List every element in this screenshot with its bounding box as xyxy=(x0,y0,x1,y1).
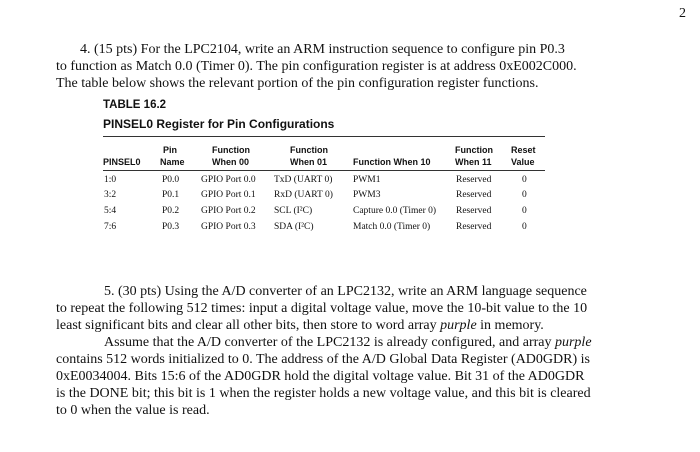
cell-f01: RxD (UART 0) xyxy=(274,190,333,200)
cell-reset: 0 xyxy=(522,206,527,216)
table-top-rule xyxy=(103,136,545,137)
q4-line-1: 4. (15 pts) For the LPC2104, write an ARM instruction sequence to configure pin P0.3 xyxy=(80,42,565,57)
cell-pin: P0.3 xyxy=(162,222,180,232)
cell-f00: GPIO Port 0.2 xyxy=(201,206,256,216)
header-pin-top: Pin xyxy=(163,145,178,155)
cell-f00: GPIO Port 0.3 xyxy=(201,222,256,232)
q4-line-3: The table below shows the relevant portion of the pin configuration register functions. xyxy=(56,76,539,91)
q5-para2-line-2: contains 512 words initialized to 0. The address of the A/D Global Data Register (AD0GDR) is xyxy=(56,352,590,367)
cell-reset: 0 xyxy=(522,190,527,200)
cell-pinsel: 5:4 xyxy=(104,206,117,216)
cell-f10: Capture 0.0 (Timer 0) xyxy=(353,206,437,216)
cell-f10: PWM3 xyxy=(353,190,381,200)
q5-para2-line-5: to 0 when the value is read. xyxy=(56,403,210,418)
cell-pin: P0.2 xyxy=(162,206,180,216)
cell-f01: TxD (UART 0) xyxy=(274,175,333,185)
page-number: 2 xyxy=(679,6,686,21)
header-f01-top: Function xyxy=(290,145,328,155)
cell-f00: GPIO Port 0.1 xyxy=(201,190,256,200)
q5-para2-line-3: 0xE0034004. Bits 15:6 of the AD0GDR hold the digital voltage value. Bit 31 of the AD0GDR xyxy=(56,369,585,384)
q5-line-2: to repeat the following 512 times: input a digital voltage value, move the 10-bit value to the 10 xyxy=(56,301,588,316)
cell-f10: PWM1 xyxy=(353,175,381,185)
cell-f11: Reserved xyxy=(456,222,492,232)
header-f11-bottom: When 11 xyxy=(455,157,492,167)
cell-f00: GPIO Port 0.0 xyxy=(201,175,256,185)
q5-line-3: least significant bits and clear all other bits, then store to word array purple in memory. xyxy=(56,318,544,333)
cell-f11: Reserved xyxy=(456,190,492,200)
q5-para2-line-1: Assume that the A/D converter of the LPC2132 is already configured, and array purple xyxy=(104,335,592,350)
header-f00-top: Function xyxy=(212,145,250,155)
header-f11-top: Function xyxy=(455,145,493,155)
header-f01-bottom: When 01 xyxy=(290,157,328,167)
cell-pin: P0.1 xyxy=(162,190,180,200)
header-f00-bottom: When 00 xyxy=(212,157,250,167)
cell-f01: SCL (I²C) xyxy=(274,206,313,216)
table-title: PINSEL0 Register for Pin Configurations xyxy=(103,117,335,131)
table-number: TABLE 16.2 xyxy=(103,99,167,111)
cell-f10: Match 0.0 (Timer 0) xyxy=(353,222,431,232)
q5-para2-line-4: is the DONE bit; this bit is 1 when the register holds a new voltage value, and this bit is cleared xyxy=(56,386,591,401)
cell-pinsel: 1:0 xyxy=(104,175,117,185)
header-pinsel0: PINSEL0 xyxy=(103,157,141,167)
cell-reset: 0 xyxy=(522,175,527,185)
q4-line-2: to function as Match 0.0 (Timer 0). The pin configuration register is at address 0xE002C000. xyxy=(56,59,577,74)
cell-reset: 0 xyxy=(522,222,527,232)
cell-pinsel: 7:6 xyxy=(104,222,117,232)
table-header-rule xyxy=(103,170,545,171)
cell-f01: SDA (I²C) xyxy=(274,222,314,232)
cell-pinsel: 3:2 xyxy=(104,190,117,200)
q5-line-1: 5. (30 pts) Using the A/D converter of an LPC2132, write an ARM language sequence xyxy=(104,284,587,299)
header-reset-top: Reset xyxy=(511,145,536,155)
cell-pin: P0.0 xyxy=(162,175,180,185)
cell-f11: Reserved xyxy=(456,206,492,216)
cell-f11: Reserved xyxy=(456,175,492,185)
header-f10: Function When 10 xyxy=(353,157,431,167)
header-reset-bottom: Value xyxy=(511,157,535,167)
header-pin-bottom: Name xyxy=(160,157,185,167)
